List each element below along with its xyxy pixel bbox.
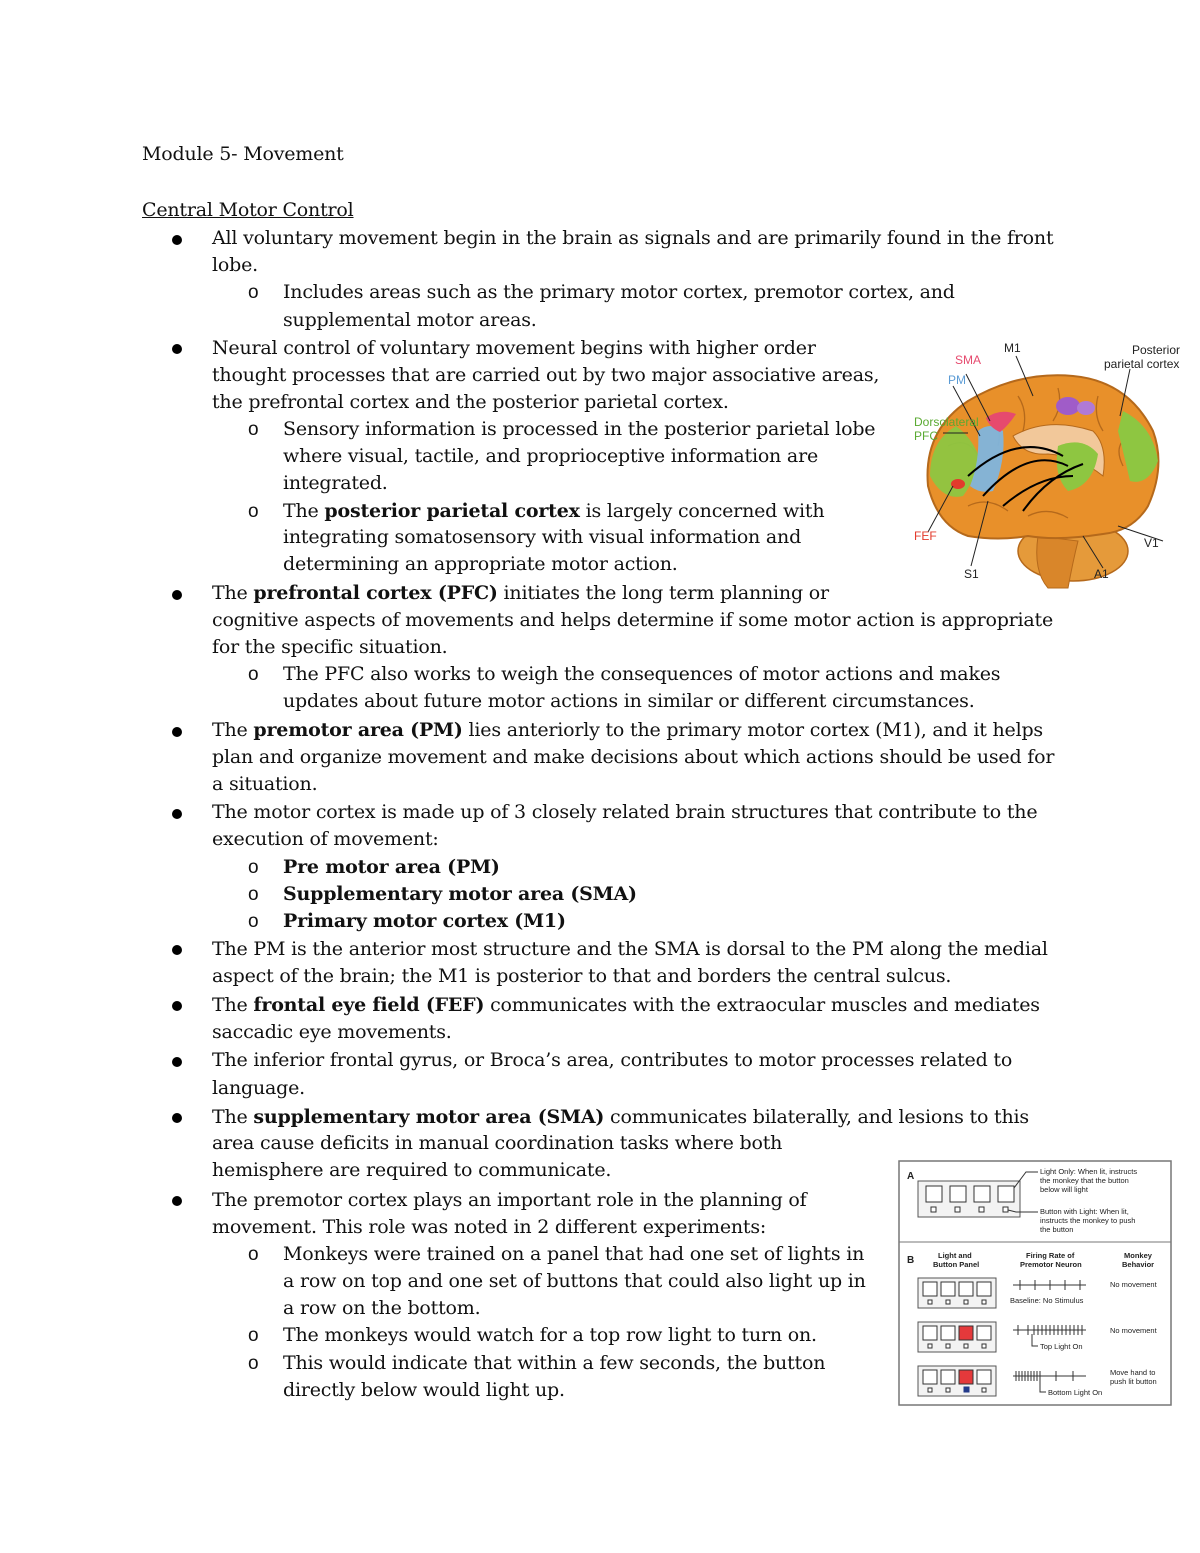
row-note: Bottom Light On [1048,1388,1103,1397]
label-sma: SMA [955,353,982,367]
bold-term: Pre motor area (PM) [283,856,500,878]
text-line: The supplementary motor area (SMA) communicates bilaterally, and lesions to this [212,1106,1029,1128]
text-line: supplemental motor areas. [283,309,537,331]
label-dorsolateral: Dorsolateral [914,415,979,429]
text-line: All voluntary movement begin in the brain as signals and are primarily found in the front [212,227,1054,249]
button-box [982,1300,986,1304]
text-line: for the specific situation. [212,636,448,658]
button-box [946,1344,950,1348]
row-behavior: No movement [1110,1326,1157,1335]
text-line: The posterior parietal cortex is largely concerned with [283,500,825,522]
bullet-icon [172,809,182,819]
text-line: a row on the bottom. [283,1297,481,1319]
button-box [964,1300,968,1304]
label-a1: A1 [1094,567,1109,581]
sub-bullet-icon: o [248,911,259,932]
text-line: The motor cortex is made up of 3 closely related brain structures that contribute to the [212,801,1038,823]
button-box [931,1207,936,1212]
text-line: The monkeys would watch for a top row light to turn on. [283,1324,817,1346]
button-box [982,1344,986,1348]
panel-a-label: A [907,1171,915,1182]
light-box [959,1282,973,1296]
column-header: Firing Rate of [1026,1251,1075,1260]
bullet-icon [172,727,182,737]
button-box [1003,1207,1008,1212]
button-box [928,1300,932,1304]
text-line: updates about future motor actions in similar or different circumstances. [283,690,975,712]
label-pfc: PFC [914,429,938,443]
lit-light-box [959,1370,973,1384]
bullet-icon [172,235,182,245]
light-box [941,1370,955,1384]
light-box [977,1326,991,1340]
note-button-light: Button with Light: When lit, [1040,1207,1129,1216]
text-line [283,854,500,881]
brain-diagram [908,336,1190,592]
bullet-icon [172,1196,182,1206]
note-button-light: instructs the monkey to push [1040,1216,1136,1225]
row-behavior: No movement [1110,1280,1157,1289]
column-header: Button Panel [933,1260,980,1269]
note-button-light: the button [1040,1225,1074,1234]
light-box [923,1326,937,1340]
column-header: Premotor Neuron [1020,1260,1082,1269]
text-line: determining an appropriate motor action. [283,553,678,575]
bullet-icon [172,945,182,955]
text-line [283,908,566,935]
text-line: The PFC also works to weigh the consequences of motor actions and makes [283,663,1001,685]
column-header: Light and [938,1251,972,1260]
label-pm: PM [948,373,966,387]
text-line: a situation. [212,773,318,795]
text-line: Includes areas such as the primary motor cortex, premotor cortex, and [283,281,955,303]
text-line: The prefrontal cortex (PFC) initiates the long term planning or [212,582,829,604]
note-light-only: the monkey that the button [1040,1176,1129,1185]
light-box [941,1282,955,1296]
light-box [998,1186,1014,1202]
text-line: Sensory information is processed in the posterior parietal lobe [283,418,876,440]
row-note: Baseline: No Stimulus [1010,1296,1084,1305]
light-box [923,1282,937,1296]
light-box [926,1186,942,1202]
text-line: integrated. [283,472,388,494]
bullet-icon [172,1057,182,1067]
bold-term: prefrontal cortex (PFC) [253,582,498,604]
sub-bullet-icon: o [248,282,259,303]
text-line: movement. This role was noted in 2 different experiments: [212,1216,767,1238]
lit-light-box [959,1326,973,1340]
text-line: This would indicate that within a few seconds, the button [283,1352,826,1374]
sub-bullet-icon: o [248,1325,259,1346]
button-box [979,1207,984,1212]
column-header: Monkey [1124,1251,1152,1260]
button-box [946,1300,950,1304]
text-line: where visual, tactile, and proprioceptive information are [283,445,818,467]
text-line: saccadic eye movements. [212,1021,452,1043]
sub-bullet-icon: o [248,419,259,440]
pressed-button-box [964,1387,969,1392]
text-line: The premotor cortex plays an important role in the planning of [212,1189,807,1211]
light-box [974,1186,990,1202]
text-line: The PM is the anterior most structure and the SMA is dorsal to the PM along the medial [212,938,1048,960]
monkey-experiment-figure [898,1160,1172,1406]
bullet-icon [172,344,182,354]
text-line: Monkeys were trained on a panel that had one set of lights in [283,1243,865,1265]
sub-bullet-icon: o [248,1353,259,1374]
bullet-icon [172,590,182,600]
text-line: directly below would light up. [283,1379,565,1401]
text-line: plan and organize movement and make decisions about which actions should be used for [212,746,1055,768]
text-line: aspect of the brain; the M1 is posterior to that and borders the central sulcus. [212,965,952,987]
bold-term: Primary motor cortex (M1) [283,910,566,932]
document-title: Module 5- Movement [142,143,344,165]
text-line: thought processes that are carried out by two major associative areas, [212,364,880,386]
button-box [982,1388,986,1392]
m1-region [1077,401,1095,415]
m1-region [1056,397,1080,415]
sub-bullet-icon: o [248,884,259,905]
text-line [283,881,637,908]
light-box [923,1370,937,1384]
button-box [946,1388,950,1392]
row-note: Top Light On [1040,1342,1083,1351]
bullet-icon [172,1001,182,1011]
bold-term: premotor area (PM) [253,719,463,741]
text-line: area cause deficits in manual coordination tasks where both [212,1132,783,1154]
fef-region [951,479,965,489]
text-line: The frontal eye field (FEF) communicates with the extraocular muscles and mediates [212,994,1040,1016]
sub-bullet-icon: o [248,1244,259,1265]
text-line: The inferior frontal gyrus, or Broca’s area, contributes to motor processes related to [212,1049,1013,1071]
text-line: language. [212,1077,306,1099]
button-box [955,1207,960,1212]
text-line: a row on top and one set of buttons that could also light up in [283,1270,866,1292]
text-line: Neural control of voluntary movement begins with higher order [212,337,816,359]
light-box [977,1370,991,1384]
label-parietal-cortex: parietal cortex [1104,357,1180,371]
button-box [928,1344,932,1348]
panel-b-label: B [907,1255,915,1266]
bold-term: Supplementary motor area (SMA) [283,883,637,905]
bold-term: supplementary motor area (SMA) [253,1106,605,1128]
text-line: execution of movement: [212,828,439,850]
light-box [977,1282,991,1296]
text-line: the prefrontal cortex and the posterior parietal cortex. [212,391,729,413]
bold-term: frontal eye field (FEF) [253,994,485,1016]
sub-bullet-icon: o [248,501,259,522]
row-behavior: push lit button [1110,1377,1157,1386]
text-line: The premotor area (PM) lies anteriorly to the primary motor cortex (M1), and it helps [212,719,1043,741]
text-line: cognitive aspects of movements and helps determine if some motor action is appropriate [212,609,1054,631]
label-posterior: Posterior [1132,343,1181,357]
label-v1: V1 [1144,536,1159,550]
button-box [928,1388,932,1392]
text-line: hemisphere are required to communicate. [212,1159,612,1181]
label-m1: M1 [1004,341,1021,355]
row-behavior: Move hand to [1110,1368,1156,1377]
label-s1: S1 [964,567,979,581]
note-light-only: below will light [1040,1185,1088,1194]
light-box [941,1326,955,1340]
sub-bullet-icon: o [248,857,259,878]
text-line: lobe. [212,254,258,276]
column-header: Behavior [1122,1260,1155,1269]
bold-term: posterior parietal cortex [324,500,580,522]
text-line: integrating somatosensory with visual information and [283,526,802,548]
section-heading: Central Motor Control [142,199,354,221]
bullet-icon [172,1113,182,1123]
label-fef: FEF [914,529,937,543]
button-box [964,1344,968,1348]
note-light-only: Light Only: When lit, instructs [1040,1167,1138,1176]
sub-bullet-icon: o [248,664,259,685]
light-box [950,1186,966,1202]
